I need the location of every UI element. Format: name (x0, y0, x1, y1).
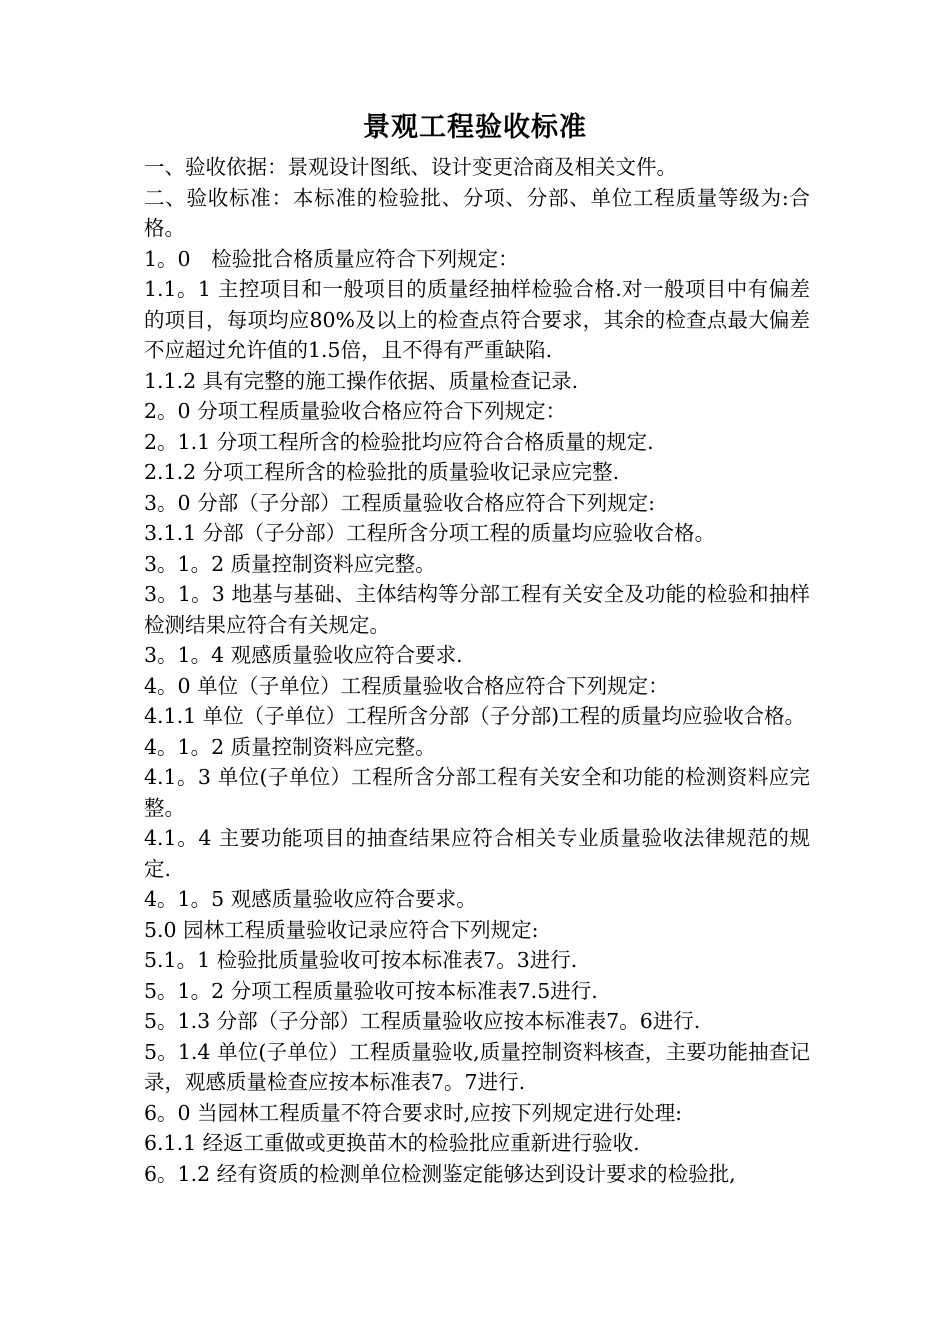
paragraph: 6.1.1 经返工重做或更换苗木的检验批应重新进行验收. (144, 1131, 640, 1155)
paragraph: 3。0 分部（子分部）工程质量验收合格应符合下列规定: (144, 490, 656, 515)
paragraph: 4.1。4 主要功能项目的抽查结果应符合相关专业质量验收法律规范的规定. (144, 826, 810, 881)
paragraph: 4。1。5 观感质量验收应符合要求。 (144, 887, 477, 911)
paragraph: 1。0 检验批合格质量应符合下列规定： (144, 246, 519, 271)
paragraph: 4。1。2 质量控制资料应完整。 (144, 734, 436, 759)
paragraph: 3。1。3 地基与基础、主体结构等分部工程有关安全及功能的检验和抽样检测结果应符合有关规定。 (144, 582, 810, 637)
paragraph: 5。1.4 单位(子单位）工程质量验收,质量控制资料核查，主要功能抽查记录，观感质量检查应按本标准表7。7进行. (144, 1039, 810, 1094)
paragraph: 1.1。1 主控项目和一般项目的质量经抽样检验合格.对一般项目中有偏差的项目，每项均应80%及以上的检查点符合要求，其余的检查点最大偏差不应超过允许值的1.5倍，且不得有严重缺陷. (144, 277, 810, 362)
paragraph: 4.1。3 单位(子单位）工程所含分部工程有关安全和功能的检测资料应完整。 (144, 765, 810, 820)
paragraph: 一、验收依据：景观设计图纸、设计变更洽商及相关文件。 (144, 155, 677, 179)
paragraph: 6。0 当园林工程质量不符合要求时,应按下列规定进行处理: (144, 1100, 683, 1125)
paragraph: 2.1.2 分项工程所含的检验批的质量验收记录应完整. (144, 460, 620, 484)
document-body (144, 152, 810, 1189)
paragraph: 5。1.3 分部（子分部）工程质量验收应按本标准表7。6进行. (144, 1009, 701, 1033)
paragraph: 3。1。4 观感质量验收应符合要求. (144, 643, 463, 667)
document-title: 景观工程验收标准 (363, 112, 587, 143)
paragraph: 3.1.1 分部（子分部）工程所含分项工程的质量均应验收合格。 (144, 521, 716, 545)
paragraph: 5.0 园林工程质量验收记录应符合下列规定: (144, 917, 539, 942)
paragraph: 2。1.1 分项工程所含的检验批均应符合合格质量的规定. (144, 429, 654, 454)
paragraph: 5.1。1 检验批质量验收可按本标准表7。3进行. (144, 948, 578, 972)
paragraph: 5。1。2 分项工程质量验收可按本标准表7.5进行. (144, 978, 598, 1003)
paragraph: 3。1。2 质量控制资料应完整。 (144, 551, 436, 576)
paragraph: 6。1.2 经有资质的检测单位检测鉴定能够达到设计要求的检验批, (144, 1161, 736, 1186)
paragraph: 2。0 分项工程质量验收合格应符合下列规定： (144, 399, 567, 423)
paragraph: 二、验收标准：本标准的检验批、分项、分部、单位工程质量等级为:合格。 (144, 185, 810, 240)
paragraph: 4.1.1 单位（子单位）工程所含分部（子分部)工程的质量均应验收合格。 (144, 704, 806, 728)
paragraph: 1.1.2 具有完整的施工操作依据、质量检查记录. (144, 368, 579, 393)
paragraph: 4。0 单位（子单位）工程质量验收合格应符合下列规定： (144, 673, 669, 698)
